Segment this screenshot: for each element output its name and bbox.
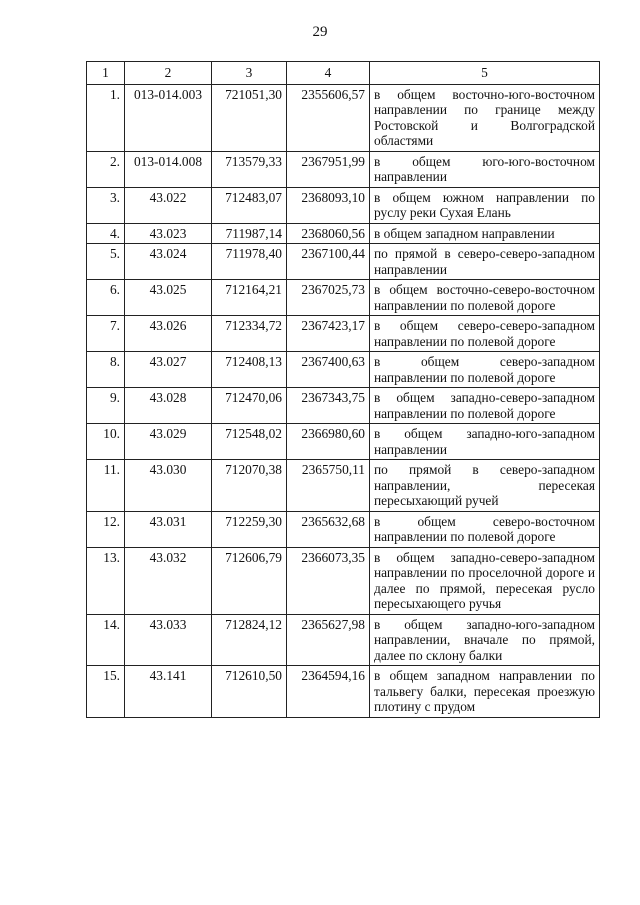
coordinate-x: 712259,30 [212,511,287,547]
coordinate-x: 711978,40 [212,244,287,280]
table-row [87,187,600,223]
row-number: 10. [87,424,125,460]
point-code: 43.029 [125,424,212,460]
boundary-description: в общем восточно-северо-восточном направлении по полевой дороге [370,280,600,316]
point-code: 43.024 [125,244,212,280]
table-row [87,666,600,718]
boundary-description: в общем западном направлении [370,223,600,244]
boundary-description: в общем южном направлении по руслу реки Сухая Елань [370,187,600,223]
row-number: 13. [87,547,125,614]
coordinate-x: 713579,33 [212,151,287,187]
row-number: 4. [87,223,125,244]
boundary-description: в общем западно-северо-западном направлении по проселочной дороге и далее по прямой, пересекая русло пересыхающего ручья [370,547,600,614]
coordinate-y: 2365627,98 [287,614,370,666]
table-row [87,388,600,424]
table-row [87,614,600,666]
coordinate-x: 712824,12 [212,614,287,666]
row-number: 5. [87,244,125,280]
boundary-description: в общем западно-юго-западном направлении [370,424,600,460]
coordinate-y: 2365632,68 [287,511,370,547]
table-row [87,280,600,316]
row-number: 14. [87,614,125,666]
row-number: 1. [87,84,125,151]
table-row [87,424,600,460]
boundary-description: по прямой в северо-северо-западном направлении [370,244,600,280]
point-code: 013-014.008 [125,151,212,187]
row-number: 2. [87,151,125,187]
header-cell-3: 3 [212,62,287,85]
table-row [87,352,600,388]
point-code: 43.028 [125,388,212,424]
boundary-description: в общем западно-северо-западном направлении по полевой дороге [370,388,600,424]
coordinate-y: 2367951,99 [287,151,370,187]
table-row [87,547,600,614]
boundary-description: в общем восточно-юго-восточном направлении по границе между Ростовской и Волгоградской областями [370,84,600,151]
coordinate-y: 2367400,63 [287,352,370,388]
point-code: 43.023 [125,223,212,244]
point-code: 43.027 [125,352,212,388]
coordinate-x: 712606,79 [212,547,287,614]
table-row [87,244,600,280]
row-number: 6. [87,280,125,316]
table-row [87,316,600,352]
row-number: 7. [87,316,125,352]
point-code: 43.022 [125,187,212,223]
coordinate-y: 2367343,75 [287,388,370,424]
boundary-description: в общем северо-северо-западном направлении по полевой дороге [370,316,600,352]
coordinate-x: 712408,13 [212,352,287,388]
boundary-description: в общем юго-юго-восточном направлении [370,151,600,187]
header-cell-4: 4 [287,62,370,85]
coordinate-y: 2367100,44 [287,244,370,280]
coordinate-x: 712548,02 [212,424,287,460]
row-number: 15. [87,666,125,718]
coordinate-x: 712483,07 [212,187,287,223]
row-number: 11. [87,460,125,512]
coordinate-y: 2368060,56 [287,223,370,244]
header-cell-5: 5 [370,62,600,85]
boundary-description: в общем северо-восточном направлении по полевой дороге [370,511,600,547]
point-code: 43.031 [125,511,212,547]
boundary-points-table [86,61,600,718]
boundary-description: в общем северо-западном направлении по полевой дороге [370,352,600,388]
point-code: 43.141 [125,666,212,718]
header-cell-1: 1 [87,62,125,85]
coordinate-x: 721051,30 [212,84,287,151]
coordinate-x: 712610,50 [212,666,287,718]
table-row [87,151,600,187]
coordinate-x: 712470,06 [212,388,287,424]
point-code: 013-014.003 [125,84,212,151]
point-code: 43.026 [125,316,212,352]
point-code: 43.032 [125,547,212,614]
coordinate-x: 712070,38 [212,460,287,512]
row-number: 3. [87,187,125,223]
boundary-description: в общем западно-юго-западном направлении, вначале по прямой, далее по склону балки [370,614,600,666]
boundary-description: в общем западном направлении по тальвегу балки, пересекая проезжую плотину с прудом [370,666,600,718]
table-header-row [87,62,600,85]
row-number: 9. [87,388,125,424]
table-body [87,84,600,717]
coordinate-x: 711987,14 [212,223,287,244]
coordinate-y: 2367025,73 [287,280,370,316]
point-code: 43.030 [125,460,212,512]
row-number: 8. [87,352,125,388]
coordinate-y: 2364594,16 [287,666,370,718]
table-row [87,460,600,512]
coordinate-y: 2368093,10 [287,187,370,223]
coordinate-y: 2355606,57 [287,84,370,151]
row-number: 12. [87,511,125,547]
table-row [87,511,600,547]
table-row [87,84,600,151]
coordinate-x: 712164,21 [212,280,287,316]
coordinate-x: 712334,72 [212,316,287,352]
coordinate-y: 2366980,60 [287,424,370,460]
coordinate-y: 2366073,35 [287,547,370,614]
boundary-description: по прямой в северо-западном направлении, пересекая пересыхающий ручей [370,460,600,512]
coordinate-y: 2367423,17 [287,316,370,352]
point-code: 43.033 [125,614,212,666]
header-cell-2: 2 [125,62,212,85]
table-row [87,223,600,244]
coordinate-y: 2365750,11 [287,460,370,512]
point-code: 43.025 [125,280,212,316]
page-number: 29 [312,24,328,40]
